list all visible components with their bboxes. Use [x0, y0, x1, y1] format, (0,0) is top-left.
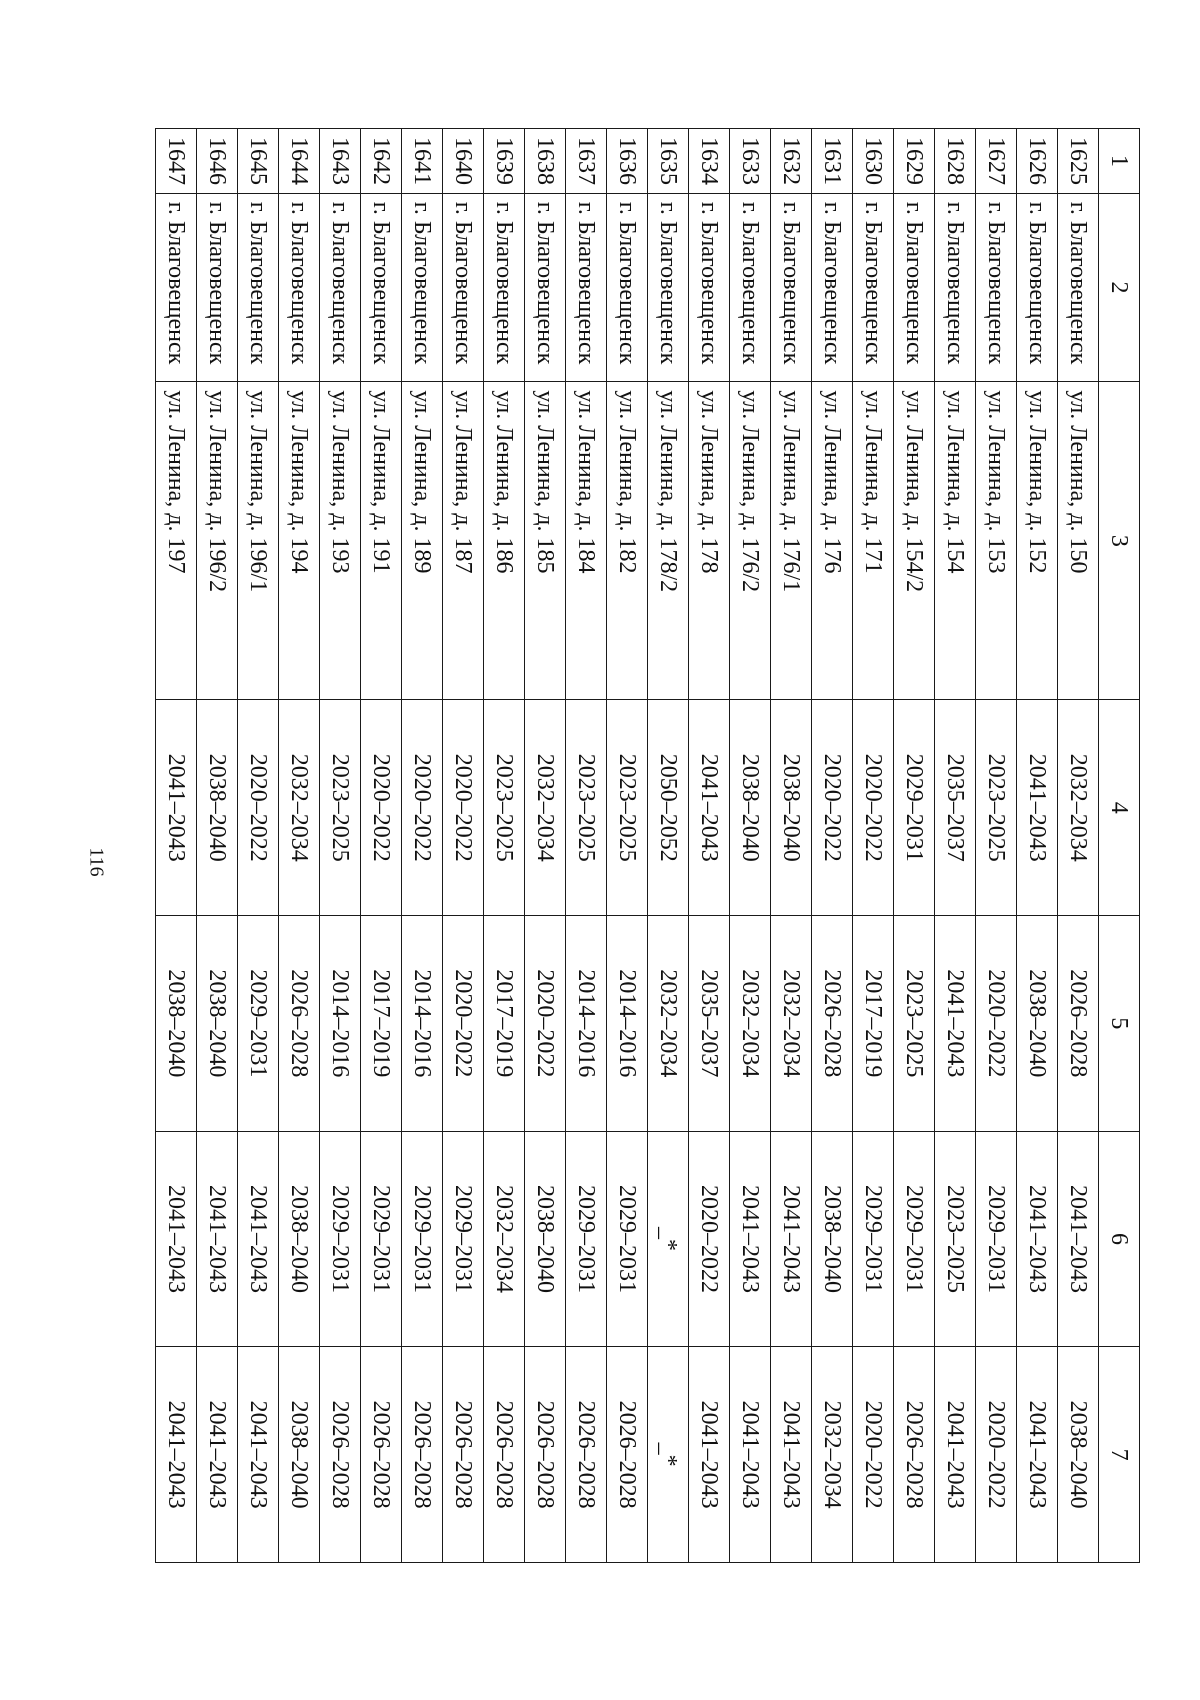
col-6-cell: 2041–2043 — [730, 1131, 771, 1347]
col-4-cell: 2029–2031 — [894, 700, 935, 916]
city-cell: г. Благовещенск — [730, 193, 771, 382]
table-row — [812, 129, 853, 1563]
table-row — [361, 129, 402, 1563]
row-number-cell: 1632 — [771, 129, 812, 194]
address-cell: ул. Ленина, д. 184 — [566, 382, 607, 700]
table-row — [935, 129, 976, 1563]
col-6-cell: 2041–2043 — [238, 1131, 279, 1347]
address-cell: ул. Ленина, д. 193 — [320, 382, 361, 700]
col-6-cell: 2032–2034 — [484, 1131, 525, 1347]
col-5-cell: 2038–2040 — [156, 916, 197, 1132]
row-number-cell: 1640 — [443, 129, 484, 194]
table-row — [279, 129, 320, 1563]
col-5-cell: 2038–2040 — [197, 916, 238, 1132]
col-7-cell: 2020–2022 — [976, 1347, 1017, 1563]
col-4-cell: 2038–2040 — [771, 700, 812, 916]
table-row — [1017, 129, 1058, 1563]
address-cell: ул. Ленина, д. 191 — [361, 382, 402, 700]
col-4-cell: 2020–2022 — [812, 700, 853, 916]
address-cell: ул. Ленина, д. 182 — [607, 382, 648, 700]
col-7-cell: 2041–2043 — [771, 1347, 812, 1563]
address-cell: ул. Ленина, д. 187 — [443, 382, 484, 700]
header-cell: 1 — [1099, 129, 1140, 194]
col-6-cell: 2041–2043 — [1017, 1131, 1058, 1347]
col-4-cell: 2050–2052 — [648, 700, 689, 916]
row-number-cell: 1634 — [689, 129, 730, 194]
col-6-cell: 2029–2031 — [320, 1131, 361, 1347]
col-4-cell: 2032–2034 — [525, 700, 566, 916]
col-4-cell: 2023–2025 — [976, 700, 1017, 916]
col-5-cell: 2026–2028 — [1058, 916, 1099, 1132]
address-cell: ул. Ленина, д. 189 — [402, 382, 443, 700]
header-cell: 3 — [1099, 382, 1140, 700]
address-cell: ул. Ленина, д. 150 — [1058, 382, 1099, 700]
row-number-cell: 1625 — [1058, 129, 1099, 194]
table-row — [607, 129, 648, 1563]
address-cell: ул. Ленина, д. 176/2 — [730, 382, 771, 700]
col-5-cell: 2017–2019 — [484, 916, 525, 1132]
col-6-cell: _* — [648, 1131, 689, 1347]
col-6-cell: 2029–2031 — [402, 1131, 443, 1347]
address-cell: ул. Ленина, д. 178 — [689, 382, 730, 700]
table-row — [402, 129, 443, 1563]
col-4-cell: 2023–2025 — [566, 700, 607, 916]
row-number-cell: 1647 — [156, 129, 197, 194]
col-4-cell: 2035–2037 — [935, 700, 976, 916]
col-5-cell: 2032–2034 — [648, 916, 689, 1132]
col-7-cell: 2026–2028 — [361, 1347, 402, 1563]
col-7-cell: 2041–2043 — [156, 1347, 197, 1563]
col-5-cell: 2032–2034 — [771, 916, 812, 1132]
col-6-cell: 2029–2031 — [894, 1131, 935, 1347]
city-cell: г. Благовещенск — [443, 193, 484, 382]
col-4-cell: 2032–2034 — [279, 700, 320, 916]
col-7-cell: 2026–2028 — [894, 1347, 935, 1563]
address-cell: ул. Ленина, д. 154 — [935, 382, 976, 700]
header-cell: 7 — [1099, 1347, 1140, 1563]
col-7-cell: 2041–2043 — [238, 1347, 279, 1563]
col-4-cell: 2023–2025 — [320, 700, 361, 916]
col-6-cell: 2041–2043 — [156, 1131, 197, 1347]
col-5-cell: 2032–2034 — [730, 916, 771, 1132]
city-cell: г. Благовещенск — [361, 193, 402, 382]
row-number-cell: 1639 — [484, 129, 525, 194]
col-4-cell: 2023–2025 — [484, 700, 525, 916]
col-6-cell: 2029–2031 — [361, 1131, 402, 1347]
table-row — [689, 129, 730, 1563]
header-cell: 5 — [1099, 916, 1140, 1132]
col-7-cell: 2026–2028 — [525, 1347, 566, 1563]
table-row — [648, 129, 689, 1563]
schedule-table — [155, 128, 1140, 1563]
col-7-cell: 2026–2028 — [607, 1347, 648, 1563]
row-number-cell: 1629 — [894, 129, 935, 194]
city-cell: г. Благовещенск — [771, 193, 812, 382]
address-cell: ул. Ленина, д. 176 — [812, 382, 853, 700]
header-row — [1099, 129, 1140, 1563]
col-5-cell: 2017–2019 — [853, 916, 894, 1132]
city-cell: г. Благовещенск — [320, 193, 361, 382]
header-cell: 4 — [1099, 700, 1140, 916]
city-cell: г. Благовещенск — [566, 193, 607, 382]
col-6-cell: 2023–2025 — [935, 1131, 976, 1347]
city-cell: г. Благовещенск — [935, 193, 976, 382]
col-5-cell: 2026–2028 — [279, 916, 320, 1132]
table-row — [238, 129, 279, 1563]
header-cell: 2 — [1099, 193, 1140, 382]
city-cell: г. Благовещенск — [156, 193, 197, 382]
col-4-cell: 2020–2022 — [853, 700, 894, 916]
row-number-cell: 1633 — [730, 129, 771, 194]
page-number: 116 — [85, 847, 108, 877]
city-cell: г. Благовещенск — [402, 193, 443, 382]
col-4-cell: 2032–2034 — [1058, 700, 1099, 916]
table-row — [443, 129, 484, 1563]
col-4-cell: 2041–2043 — [689, 700, 730, 916]
col-5-cell: 2014–2016 — [566, 916, 607, 1132]
table-row — [894, 129, 935, 1563]
col-7-cell: 2041–2043 — [1017, 1347, 1058, 1563]
col-7-cell: 2026–2028 — [402, 1347, 443, 1563]
col-4-cell: 2020–2022 — [402, 700, 443, 916]
address-cell: ул. Ленина, д. 178/2 — [648, 382, 689, 700]
col-4-cell: 2038–2040 — [197, 700, 238, 916]
col-6-cell: 2029–2031 — [976, 1131, 1017, 1347]
row-number-cell: 1636 — [607, 129, 648, 194]
col-6-cell: 2029–2031 — [566, 1131, 607, 1347]
city-cell: г. Благовещенск — [197, 193, 238, 382]
city-cell: г. Благовещенск — [607, 193, 648, 382]
table-row — [566, 129, 607, 1563]
col-7-cell: 2020–2022 — [853, 1347, 894, 1563]
table-row — [525, 129, 566, 1563]
col-5-cell: 2041–2043 — [935, 916, 976, 1132]
col-5-cell: 2020–2022 — [443, 916, 484, 1132]
address-cell: ул. Ленина, д. 152 — [1017, 382, 1058, 700]
address-cell: ул. Ленина, д. 171 — [853, 382, 894, 700]
col-7-cell: 2041–2043 — [689, 1347, 730, 1563]
address-cell: ул. Ленина, д. 185 — [525, 382, 566, 700]
table-row — [853, 129, 894, 1563]
col-6-cell: 2041–2043 — [197, 1131, 238, 1347]
col-5-cell: 2035–2037 — [689, 916, 730, 1132]
city-cell: г. Благовещенск — [1017, 193, 1058, 382]
table-row — [197, 129, 238, 1563]
row-number-cell: 1627 — [976, 129, 1017, 194]
row-number-cell: 1630 — [853, 129, 894, 194]
col-5-cell: 2029–2031 — [238, 916, 279, 1132]
col-7-cell: 2032–2034 — [812, 1347, 853, 1563]
row-number-cell: 1628 — [935, 129, 976, 194]
col-4-cell: 2020–2022 — [361, 700, 402, 916]
city-cell: г. Благовещенск — [894, 193, 935, 382]
col-6-cell: 2029–2031 — [443, 1131, 484, 1347]
col-5-cell: 2020–2022 — [976, 916, 1017, 1132]
address-cell: ул. Ленина, д. 153 — [976, 382, 1017, 700]
col-6-cell: 2041–2043 — [771, 1131, 812, 1347]
col-5-cell: 2017–2019 — [361, 916, 402, 1132]
col-4-cell: 2023–2025 — [607, 700, 648, 916]
table-row — [156, 129, 197, 1563]
col-5-cell: 2014–2016 — [607, 916, 648, 1132]
row-number-cell: 1637 — [566, 129, 607, 194]
address-cell: ул. Ленина, д. 186 — [484, 382, 525, 700]
col-5-cell: 2026–2028 — [812, 916, 853, 1132]
col-7-cell: 2041–2043 — [197, 1347, 238, 1563]
table-row — [771, 129, 812, 1563]
header-cell: 6 — [1099, 1131, 1140, 1347]
col-5-cell: 2023–2025 — [894, 916, 935, 1132]
row-number-cell: 1626 — [1017, 129, 1058, 194]
row-number-cell: 1635 — [648, 129, 689, 194]
table-row — [976, 129, 1017, 1563]
col-7-cell: 2041–2043 — [935, 1347, 976, 1563]
row-number-cell: 1631 — [812, 129, 853, 194]
col-7-cell: 2038–2040 — [1058, 1347, 1099, 1563]
col-5-cell: 2014–2016 — [402, 916, 443, 1132]
city-cell: г. Благовещенск — [238, 193, 279, 382]
address-cell: ул. Ленина, д. 196/2 — [197, 382, 238, 700]
address-cell: ул. Ленина, д. 194 — [279, 382, 320, 700]
city-cell: г. Благовещенск — [976, 193, 1017, 382]
col-7-cell: 2026–2028 — [484, 1347, 525, 1563]
col-6-cell: 2038–2040 — [525, 1131, 566, 1347]
col-7-cell: _* — [648, 1347, 689, 1563]
col-4-cell: 2041–2043 — [1017, 700, 1058, 916]
address-cell: ул. Ленина, д. 176/1 — [771, 382, 812, 700]
address-cell: ул. Ленина, д. 154/2 — [894, 382, 935, 700]
col-6-cell: 2041–2043 — [1058, 1131, 1099, 1347]
col-6-cell: 2038–2040 — [279, 1131, 320, 1347]
row-number-cell: 1641 — [402, 129, 443, 194]
city-cell: г. Благовещенск — [853, 193, 894, 382]
col-5-cell: 2014–2016 — [320, 916, 361, 1132]
row-number-cell: 1645 — [238, 129, 279, 194]
table-row — [1058, 129, 1099, 1563]
address-cell: ул. Ленина, д. 197 — [156, 382, 197, 700]
col-7-cell: 2026–2028 — [566, 1347, 607, 1563]
col-5-cell: 2020–2022 — [525, 916, 566, 1132]
row-number-cell: 1646 — [197, 129, 238, 194]
row-number-cell: 1642 — [361, 129, 402, 194]
col-7-cell: 2026–2028 — [320, 1347, 361, 1563]
col-6-cell: 2038–2040 — [812, 1131, 853, 1347]
city-cell: г. Благовещенск — [689, 193, 730, 382]
table-row — [320, 129, 361, 1563]
col-6-cell: 2020–2022 — [689, 1131, 730, 1347]
col-7-cell: 2038–2040 — [279, 1347, 320, 1563]
col-6-cell: 2029–2031 — [853, 1131, 894, 1347]
city-cell: г. Благовещенск — [484, 193, 525, 382]
row-number-cell: 1638 — [525, 129, 566, 194]
address-cell: ул. Ленина, д. 196/1 — [238, 382, 279, 700]
city-cell: г. Благовещенск — [1058, 193, 1099, 382]
col-4-cell: 2020–2022 — [238, 700, 279, 916]
table-row — [484, 129, 525, 1563]
col-4-cell: 2041–2043 — [156, 700, 197, 916]
col-7-cell: 2026–2028 — [443, 1347, 484, 1563]
col-5-cell: 2038–2040 — [1017, 916, 1058, 1132]
col-4-cell: 2020–2022 — [443, 700, 484, 916]
row-number-cell: 1643 — [320, 129, 361, 194]
row-number-cell: 1644 — [279, 129, 320, 194]
col-6-cell: 2029–2031 — [607, 1131, 648, 1347]
city-cell: г. Благовещенск — [279, 193, 320, 382]
col-4-cell: 2038–2040 — [730, 700, 771, 916]
col-7-cell: 2041–2043 — [730, 1347, 771, 1563]
city-cell: г. Благовещенск — [525, 193, 566, 382]
table-container — [163, 128, 1140, 1563]
city-cell: г. Благовещенск — [648, 193, 689, 382]
table-row — [730, 129, 771, 1563]
city-cell: г. Благовещенск — [812, 193, 853, 382]
